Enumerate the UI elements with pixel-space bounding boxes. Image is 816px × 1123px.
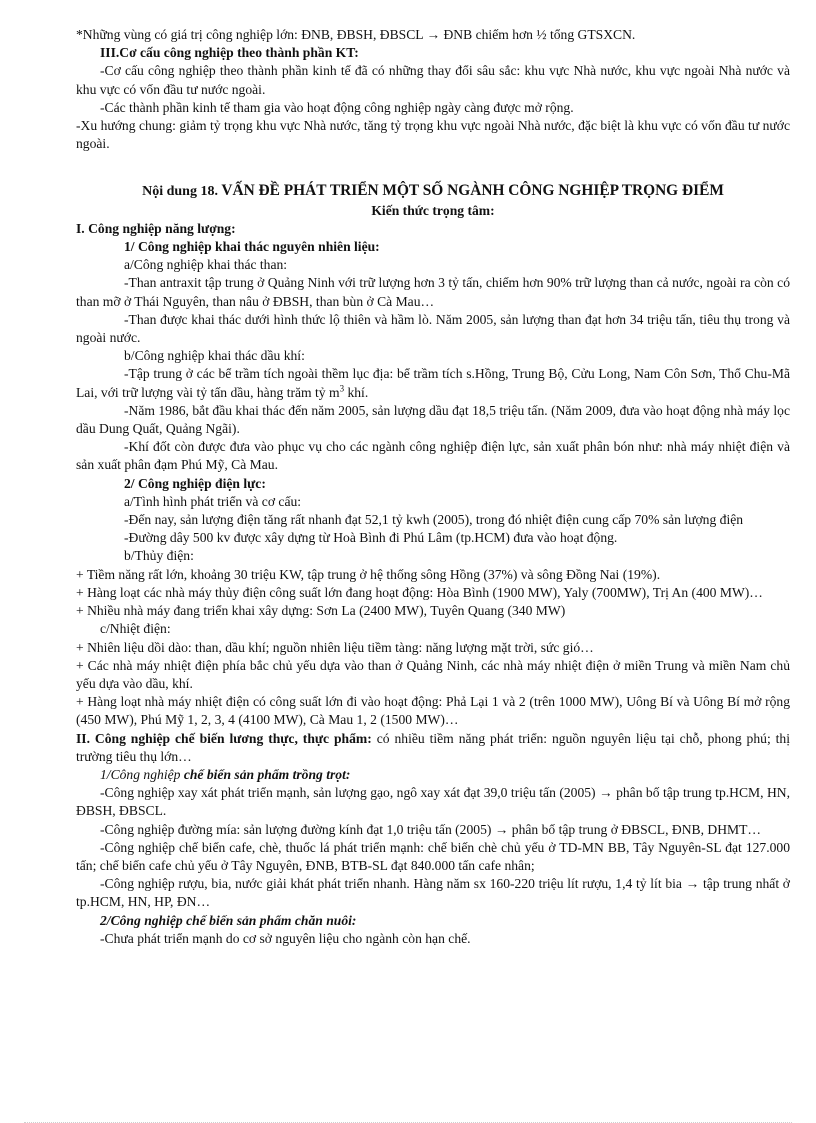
list-item: + Hàng loạt nhà máy nhiệt điện có công suất lớn đi vào hoạt động: Phả Lại 1 và 2 (trên 1000 MW), Uông Bí và Uông Bí mở rộng (450 MW), Phú Mỹ 1, 2, 3, 4 (4100 MW), Cà Mau 1, 2 (1500 MW)… xyxy=(76,694,790,728)
document-title xyxy=(76,182,790,201)
document-page xyxy=(76,26,790,948)
paragraph: -Công nghiệp xay xát phát triển mạnh, sản lượng gạo, ngô xay xát đạt 39,0 triệu tấn (2005) → phân bố tập trung tp.HCM, HN, ĐBSH, ĐBSCL. xyxy=(76,785,790,819)
list-item: + Tiềm năng rất lớn, khoảng 30 triệu KW, tập trung ở hệ thống sông Hồng (37%) và sông Đồng Nai (19%). xyxy=(76,566,661,582)
subsection-item: a/Tình hình phát triển và cơ cấu: xyxy=(124,493,302,509)
subsection-heading: 1/Công nghiệp chế biến sản phẩm trồng trọt: xyxy=(100,766,351,782)
paragraph: -Chưa phát triển mạnh do cơ sở nguyên liệu cho ngành còn hạn chế. xyxy=(100,930,471,946)
paragraph: -Công nghiệp rượu, bia, nước giải khát phát triển nhanh. Hàng năm sx 160-220 triệu lít rượu, 1,4 tỷ lít bia → tập trung nhất ở tp.HCM, HN, HP, ĐN… xyxy=(76,876,790,910)
paragraph: -Xu hướng chung: giảm tỷ trọng khu vực Nhà nước, tăng tỷ trọng khu vực ngoài Nhà nước, đặc biệt là khu vực có vốn đầu tư nước ngoài. xyxy=(76,118,790,152)
subsection-item: b/Thủy điện: xyxy=(124,548,194,564)
subsection-heading: 2/Công nghiệp chế biến sản phẩm chăn nuôi: xyxy=(100,912,357,928)
subsection-heading: 2/ Công nghiệp điện lực: xyxy=(124,475,266,491)
list-item: + Các nhà máy nhiệt điện phía bắc chủ yếu dựa vào than ở Quảng Ninh, các nhà máy nhiệt điện ở miền Trung và miền Nam chủ yếu dựa vào dầu, khí. xyxy=(76,657,790,691)
list-item: + Nhiên liệu dồi dào: than, dầu khí; nguồn nhiên liệu tiềm tàng: năng lượng mặt trời, sức gió… xyxy=(76,639,594,655)
paragraph: -Tập trung ở các bể trầm tích ngoài thềm lục địa: bể trầm tích s.Hồng, Trung Bộ, Cửu Long, Nam Côn Sơn, Thổ Chu-Mã Lai, với trữ lượng vài tỷ tấn dầu, hàng trăm tỷ $m^3$ khí. xyxy=(76,366,790,400)
subsection-heading: 1/ Công nghiệp khai thác nguyên nhiên liệu: xyxy=(124,239,380,255)
superscript: 3 xyxy=(339,383,345,394)
subsection-item: c/Nhiệt điện: xyxy=(100,621,171,637)
paragraph: -Đến nay, sản lượng điện tăng rất nhanh đạt 52,1 tỷ kwh (2005), trong đó nhiệt điện cung cấp 70% sản lượng điện xyxy=(124,512,744,528)
paragraph: -Các thành phần kinh tế tham gia vào hoạt động công nghiệp ngày càng được mở rộng. xyxy=(100,99,574,115)
section-heading: III.Cơ cấu công nghiệp theo thành phần KT: xyxy=(100,45,359,61)
title-lead: Nội dung 18. xyxy=(142,184,218,200)
list-item: + Nhiều nhà máy đang triển khai xây dựng: Sơn La (2400 MW), Tuyên Quang (340 MW) xyxy=(76,603,566,619)
paragraph: -Năm 1986, bắt đầu khai thác đến năm 2005, sản lượng dầu đạt 18,5 triệu tấn. (Năm 2009, đưa vào hoạt động nhà máy lọc dầu Dung Quất, Quảng Ngãi). xyxy=(76,402,790,437)
paragraph: -Công nghiệp đường mía: sản lượng đường kính đạt 1,0 triệu tấn (2005) → phân bố tập trung ở ĐBSCL, ĐNB, DHMT… xyxy=(100,821,762,837)
paragraph: *Những vùng có giá trị công nghiệp lớn: ĐNB, ĐBSH, ĐBSCL → ĐNB chiếm hơn ½ tổng GTSXCN. xyxy=(76,27,636,42)
paragraph: -Than antraxit tập trung ở Quảng Ninh với trữ lượng hơn 3 tỷ tấn, chiếm hơn 90% trữ lượng than cả nước, ngoài ra còn có than mỡ ở Thái Nguyên, than nâu ở ĐBSH, than bùn ở Cà Mau… xyxy=(76,275,790,309)
section-heading: I. Công nghiệp năng lượng: xyxy=(76,220,236,236)
paragraph: -Than được khai thác dưới hình thức lộ thiên và hầm lò. Năm 2005, sản lượng than đạt hơn 34 triệu tấn, tiêu thụ trong và ngoài nước. xyxy=(76,311,790,346)
list-item: + Hàng loạt các nhà máy thủy điện công suất lớn đang hoạt động: Hòa Bình (1900 MW), Yaly (700MW), Trị An (400 MW)… xyxy=(76,584,763,600)
subsection-item: a/Công nghiệp khai thác than: xyxy=(124,257,288,273)
paragraph: -Đường dây 500 kv được xây dựng từ Hoà Bình đi Phú Lâm (tp.HCM) đưa vào hoạt động. xyxy=(124,530,618,546)
subtitle: Kiến thức trọng tâm: xyxy=(371,202,495,218)
subsection-item: b/Công nghiệp khai thác dầu khí: xyxy=(124,348,305,364)
title-main: VẤN ĐỀ PHÁT TRIỂN MỘT SỐ NGÀNH CÔNG NGHIỆP TRỌNG ĐIỂM xyxy=(221,182,724,200)
section-heading: II. Công nghiệp chế biến lương thực, thực phẩm: có nhiều tiềm năng phát triển: nguồn nguyên liệu tại chỗ, phong phú; thị trường tiêu thụ lớn… xyxy=(76,730,790,764)
paragraph: -Công nghiệp chế biến cafe, chè, thuốc lá phát triển mạnh: chế biến chè chủ yếu ở TD-MN BB, Tây Nguyên-SL đạt 127.000 tấn; chế biến cafe chủ yếu ở Tây Nguyên, ĐNB, BTB-SL đạt 840.000 tấn cafe nhân; xyxy=(76,839,790,873)
paragraph: -Khí đốt còn được đưa vào phục vụ cho các ngành công nghiệp điện lực, sản xuất phân bón như: nhà máy nhiệt điện và sản xuất phân đạm Phú Mỹ, Cà Mau. xyxy=(76,439,790,473)
paragraph: -Cơ cấu công nghiệp theo thành phần kinh tế đã có những thay đổi sâu sắc: khu vực Nhà nước, khu vực ngoài Nhà nước và khu vực có vốn đầu tư nước ngoài. xyxy=(76,63,790,97)
